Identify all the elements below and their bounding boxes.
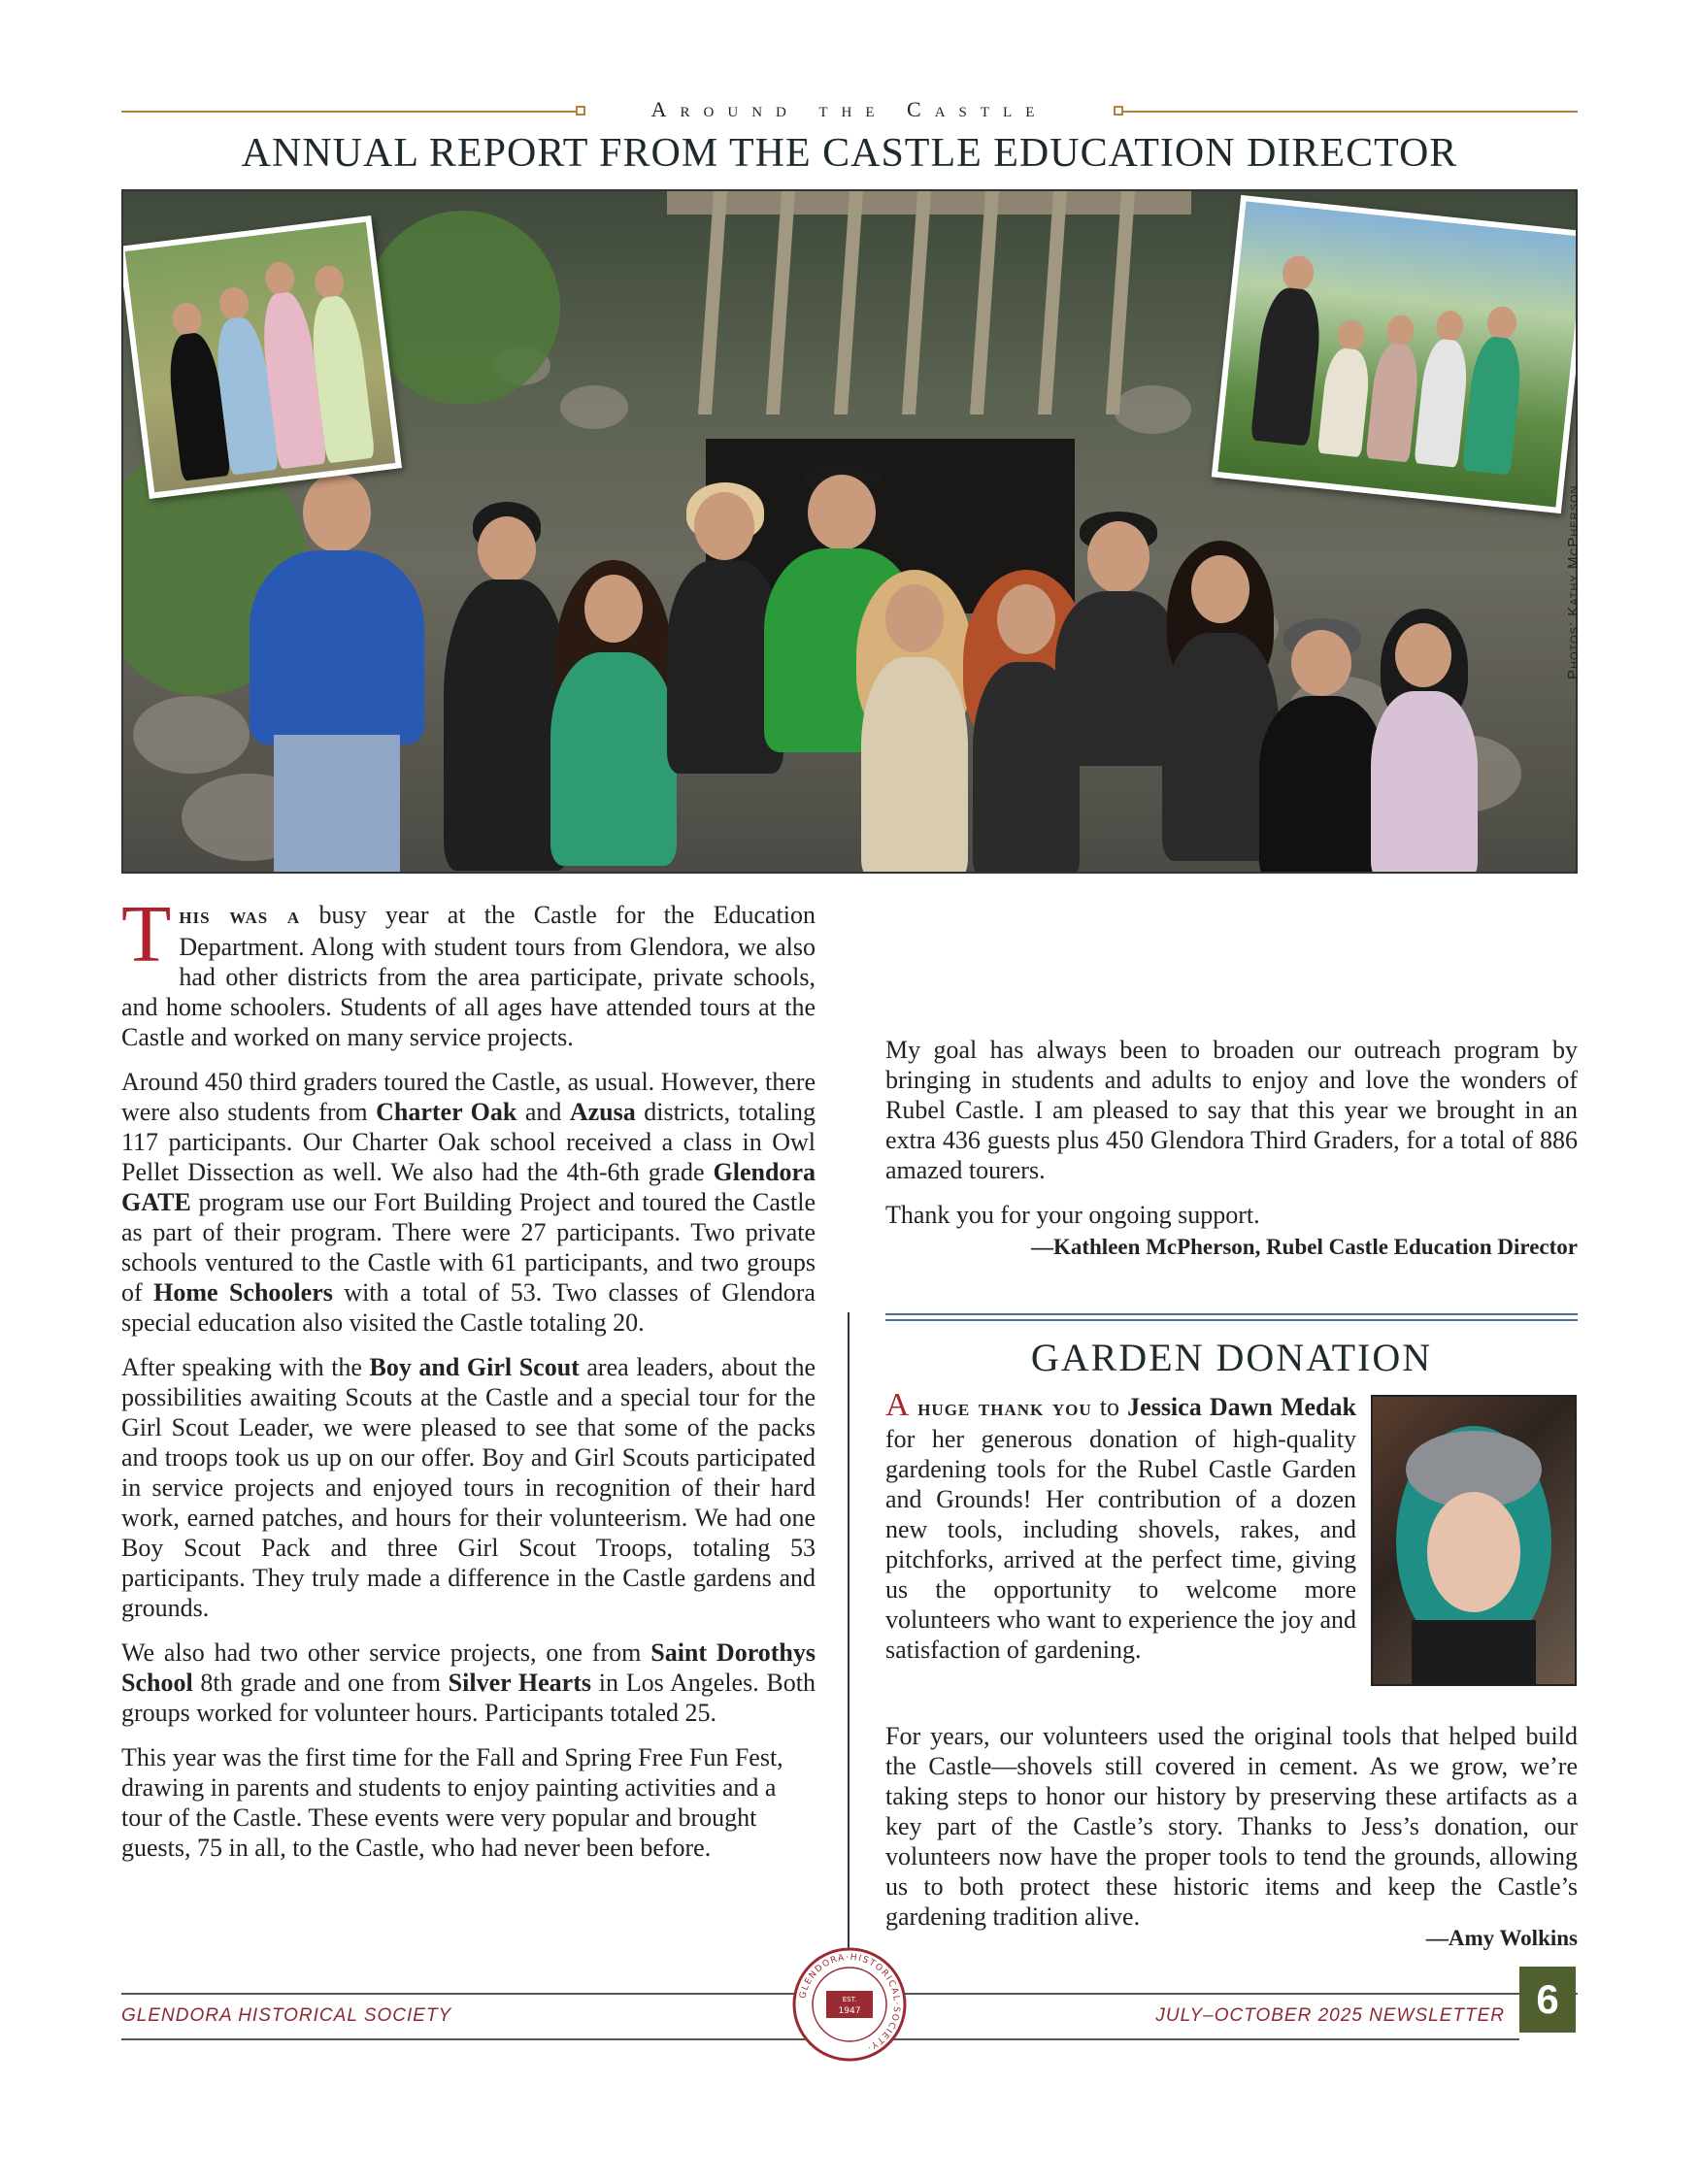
svg-text:EST.: EST.: [842, 1996, 857, 2003]
inset-photo-girls-garden: [121, 215, 402, 499]
photo-credit: Photos: Kathy McPherson: [1565, 484, 1582, 679]
garden-paragraph: For years, our volunteers used the original tools that helped build the Castle—shovels still covered in cement. As we grow, we’re taking steps to honor our history by preserving these artifacts as a key part of the Castle’s story. Thanks to Jess’s donation, our volunteers now have the proper tools to tend the grounds, allowing us to both protect these historic items and keep the Castle’s gardening tradition alive.: [885, 1722, 1578, 1931]
article-paragraph: Around 450 third graders toured the Castle, as usual. However, there were also students from Charter Oak and Azusa districts, totaling 117 participants. Our Charter Oak school received a class in Owl Pellet Dissection as well. We also had the 4th-6th grade Glendora GATE program use our Fort Building Project and toured the Castle as part of their program. There were 27 participants. Two private schools ventured to the Castle with 61 participants, and two groups of Home Schoolers with a total of 53. Two classes of Glendora special education also visited the Castle totaling 20.: [121, 1068, 816, 1337]
donor-portrait: [1371, 1395, 1577, 1686]
drop-cap: T: [121, 889, 172, 979]
article-paragraph: This year was the first time for the Fall and Spring Free Fun Fest, drawing in parents and students to enjoy painting activities and a tour of the Castle. These events were very popular and brought guests, 75 in all, to the Castle, who had never been before.: [121, 1743, 783, 1862]
svg-text:1947: 1947: [838, 2006, 861, 2016]
article-paragraph: After speaking with the Boy and Girl Scout area leaders, about the possibilities awaiting Scouts at the Castle and a special tour for the Girl Scout Leader, we were pleased to see that some of the packs and troops took us up on our offer. Boy and Girl Scouts participated in service projects and enjoyed tours in recognition of their hard work, earned patches, and hours for their volunteerism. We had one Boy Scout Pack and three Girl Scout Troops, totaling 53 participants. They truly made a difference in the Castle gardens and grounds.: [121, 1353, 816, 1622]
article-signature: —Kathleen McPherson, Rubel Castle Education Director: [1030, 1235, 1578, 1259]
article-paragraph: My goal has always been to broaden our outreach program by bringing in students and adults to enjoy and love the wonders of Rubel Castle. I am pleased to say that this year we brought in an extra 436 guests plus 450 Glendora Third Graders, for a total of 886 amazed tourers.: [885, 1036, 1578, 1184]
article-paragraph: This was a busy year at the Castle for the Education Department. Along with student tours from Glendora, we also had other districts from the area participate, private schools, and home schoolers. Students of all ages have attended tours at the Castle and worked on many service projects.: [121, 889, 816, 1051]
historical-society-seal-icon: [791, 1946, 908, 2063]
article-title: ANNUAL REPORT FROM THE CASTLE EDUCATION DIRECTOR: [241, 131, 1458, 176]
garden-intro: A huge thank you to Jessica Dawn Medak for her generous donation of high-quality gardening tools for the Rubel Castle Garden and Grounds! Her contribution of a dozen new tools, including shovels, rakes, and pitchforks, arrived at the perfect time, giving us the opportunity to welcome more volunteers who want to experience the joy and satisfaction of gardening.: [885, 1387, 1356, 1664]
column-divider: [848, 1312, 850, 1953]
garden-drop-cap: A: [885, 1387, 910, 1423]
header-ornament-left-icon: [576, 106, 585, 116]
header-rule-right: [1121, 111, 1578, 113]
inset-photo-garden-volunteers: [1212, 195, 1578, 513]
group-photo-collage: [121, 189, 1578, 874]
footer-issue: JULY–OCTOBER 2025 NEWSLETTER: [1155, 2005, 1505, 2026]
article-paragraph: We also had two other service projects, one from Saint Dorothys School 8th grade and one from Silver Hearts in Los Angeles. Both groups worked for volunteer hours. Participants totaled 25.: [121, 1638, 816, 1727]
header-rule-left: [121, 111, 578, 113]
garden-section-rule: [885, 1313, 1578, 1321]
section-header: [121, 97, 1578, 126]
page-number: 6: [1519, 1967, 1576, 2033]
garden-signature: —Amy Wolkins: [1425, 1926, 1578, 1950]
article-paragraph: Thank you for your ongoing support.: [885, 1201, 1260, 1229]
article-column-right: [885, 900, 1578, 1262]
article-paragraph-continued: [885, 900, 1578, 1020]
garden-title: GARDEN DONATION: [1030, 1336, 1433, 1379]
footer-organization: GLENDORA HISTORICAL SOCIETY: [121, 2005, 452, 2026]
article-column-left: [121, 889, 816, 1877]
section-kicker: Around the Castle: [650, 97, 1049, 121]
svg-text:GLENDORA·HISTORICAL·SOCIETY·: GLENDORA·HISTORICAL·SOCIETY·: [798, 1952, 902, 2053]
lead-in: his was a: [179, 904, 301, 929]
